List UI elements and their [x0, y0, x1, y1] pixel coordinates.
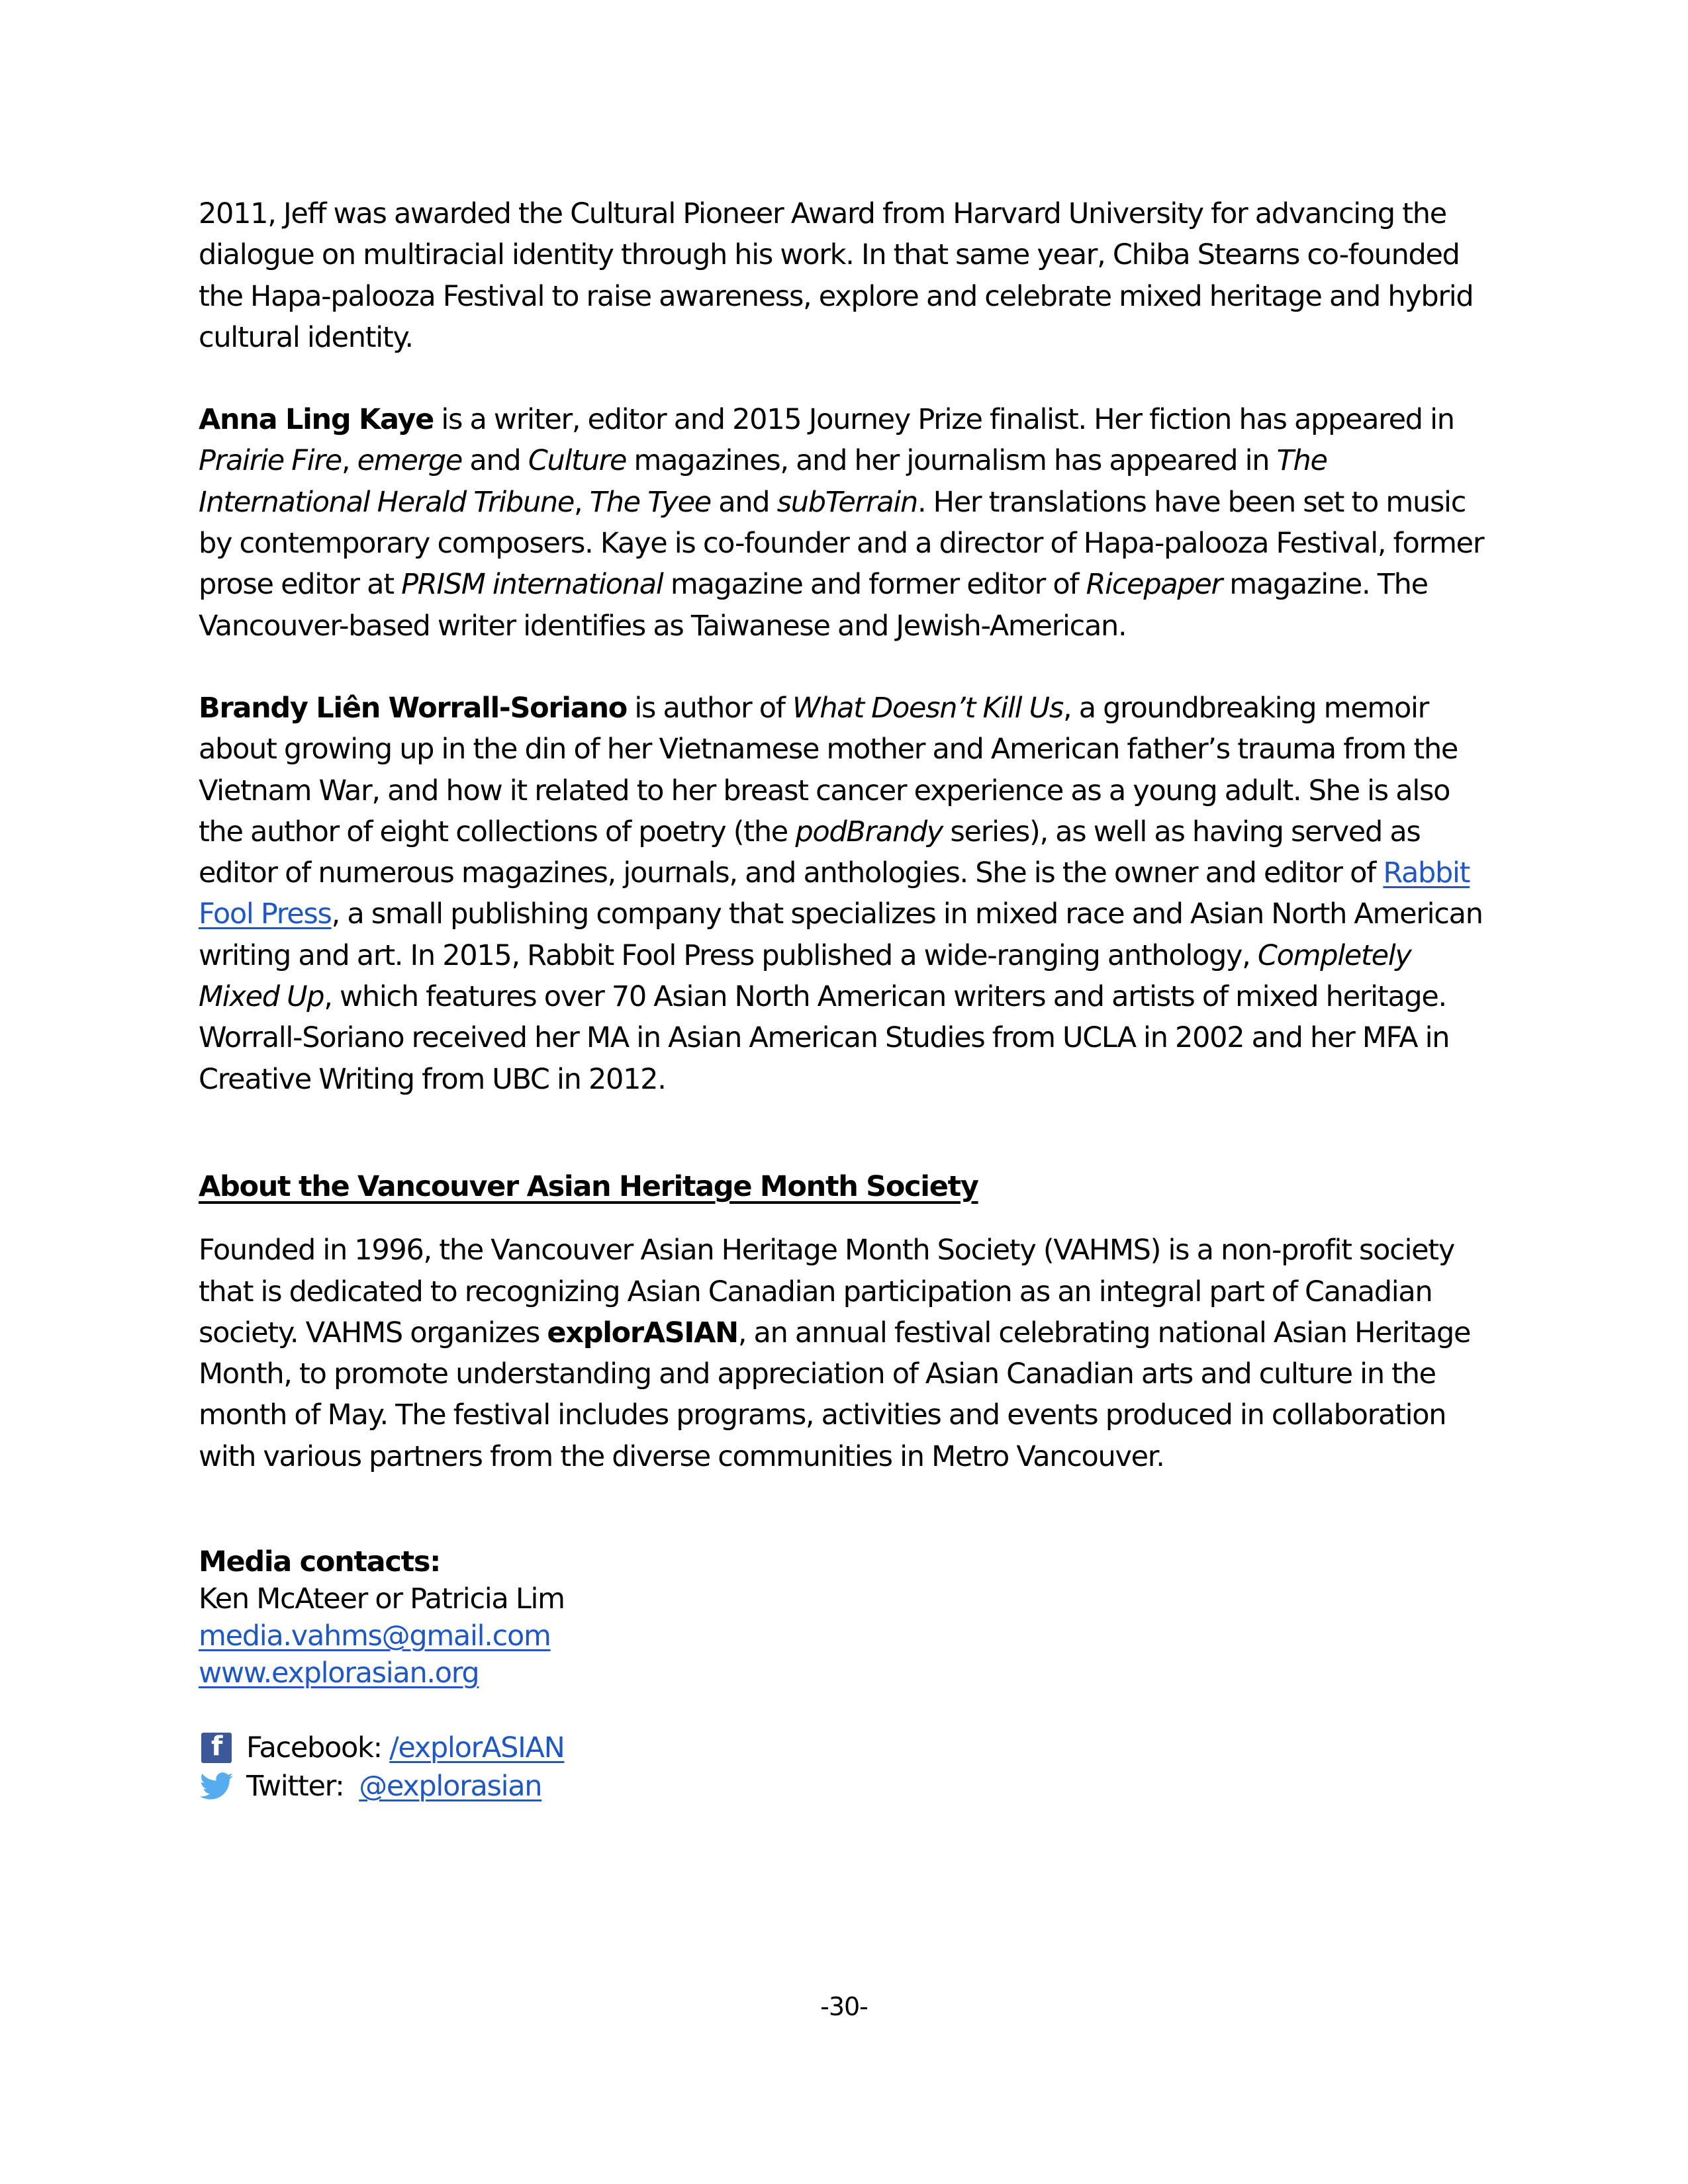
- media-contacts: [199, 1543, 1489, 1692]
- bio-text: ,: [341, 444, 357, 478]
- bio-text: magazines, and her journalism has appeared in: [626, 444, 1277, 478]
- about-paragraph: [199, 1230, 1489, 1477]
- bio-text: and: [462, 444, 528, 478]
- bio-text: . Her translations have been set to music by contemporary composers. Kaye is co-founder and a director of Hapa-palooza Festival, former prose editor at: [199, 485, 1484, 602]
- page-number: -30-: [820, 1992, 868, 2021]
- facebook-row: [199, 1729, 1489, 1767]
- bio-text: magazine and former editor of: [663, 568, 1086, 602]
- bio-text: , which features over 70 Asian North American writers and artists of mixed heritage. Worrall-Soriano received her MA in Asian American Studies from UCLA in 2002 and her MFA in Creative Writing from UBC in 2012.: [199, 980, 1450, 1096]
- brandy-bio: [199, 688, 1489, 1100]
- facebook-link[interactable]: /explorASIAN: [389, 1731, 565, 1765]
- bio-text: and: [710, 485, 777, 519]
- website-link[interactable]: www.explorasian.org: [199, 1657, 479, 1690]
- twitter-icon: [200, 1772, 233, 1801]
- book-title: Completely Mixed Up: [199, 938, 1411, 1014]
- anna-bio: [199, 399, 1489, 647]
- brandy-name: Brandy Liên Worrall-Soriano: [199, 691, 627, 725]
- series-title: podBrandy: [795, 815, 943, 848]
- publication-title: Ricepaper: [1086, 568, 1222, 602]
- bio-text: is author of: [627, 691, 792, 725]
- bio-text: series), as well as having served as editor of numerous magazines, journals, and anthologies. She is the owner and editor of: [199, 815, 1421, 890]
- publication-title: emerge: [357, 444, 463, 478]
- jeff-bio-continuation: 2011, Jeff was awarded the Cultural Pioneer Award from Harvard University for advancing the dialogue on multiracial identity through his work. In that same year, Chiba Stearns co-founded the Hapa-palooza Festival to raise awareness, explore and celebrate mixed heritage and hybrid cultural identity.: [199, 197, 1474, 354]
- about-text: , an annual festival celebrating national Asian Heritage Month, to promote understanding and appreciation of Asian Canadian arts and culture in the month of May. The festival includes programs, activities and events produced in collaboration with various partners from the diverse communities in Metro Vancouver.: [199, 1316, 1471, 1473]
- email-link[interactable]: media.vahms@gmail.com: [199, 1619, 551, 1653]
- about-heading: About the Vancouver Asian Heritage Month Society: [199, 1169, 978, 1203]
- anna-name: Anna Ling Kaye: [199, 403, 434, 437]
- bio-text: , a groundbreaking memoir about growing up in the din of her Vietnamese mother and American father’s trauma from the Vietnam War, and how it related to her breast cancer experience as a young adult. She is also the author of eight collections of poetry (the: [199, 691, 1458, 848]
- document-page: [199, 193, 1489, 1805]
- bio-text: is a writer, editor and 2015 Journey Prize finalist. Her fiction has appeared in: [434, 403, 1454, 437]
- facebook-label: Facebook:: [246, 1731, 390, 1765]
- twitter-label: Twitter:: [246, 1770, 359, 1803]
- publication-title: The International Herald Tribune: [199, 444, 1327, 519]
- festival-name: explorASIAN: [547, 1316, 738, 1349]
- social-links: [199, 1729, 1489, 1805]
- publication-title: The Tyee: [589, 485, 711, 519]
- media-contacts-label: Media contacts:: [199, 1545, 441, 1579]
- bio-text: , a small publishing company that specializes in mixed race and Asian North American writing and art. In 2015, Rabbit Fool Press published a wide-ranging anthology,: [199, 897, 1483, 972]
- contact-names: Ken McAteer or Patricia Lim: [199, 1582, 565, 1616]
- bio-text: magazine. The Vancouver-based writer identifies as Taiwanese and Jewish-American.: [199, 568, 1428, 643]
- book-title: What Doesn’t Kill Us: [792, 691, 1063, 725]
- publication-title: Culture: [528, 444, 627, 478]
- facebook-icon: f: [201, 1733, 232, 1763]
- publication-title: subTerrain: [776, 485, 917, 519]
- twitter-row: [199, 1767, 1489, 1805]
- rabbit-fool-press-link[interactable]: Rabbit Fool Press: [199, 856, 1470, 931]
- bio-text: ,: [574, 485, 590, 519]
- publication-title: Prairie Fire: [199, 444, 342, 478]
- publication-title: PRISM international: [401, 568, 663, 602]
- twitter-link[interactable]: @explorasian: [359, 1770, 542, 1803]
- about-text: Founded in 1996, the Vancouver Asian Heritage Month Society (VAHMS) is a non-profit society that is dedicated to recognizing Asian Canadian participation as an integral part of Canadian society. VAHMS organizes: [199, 1234, 1454, 1349]
